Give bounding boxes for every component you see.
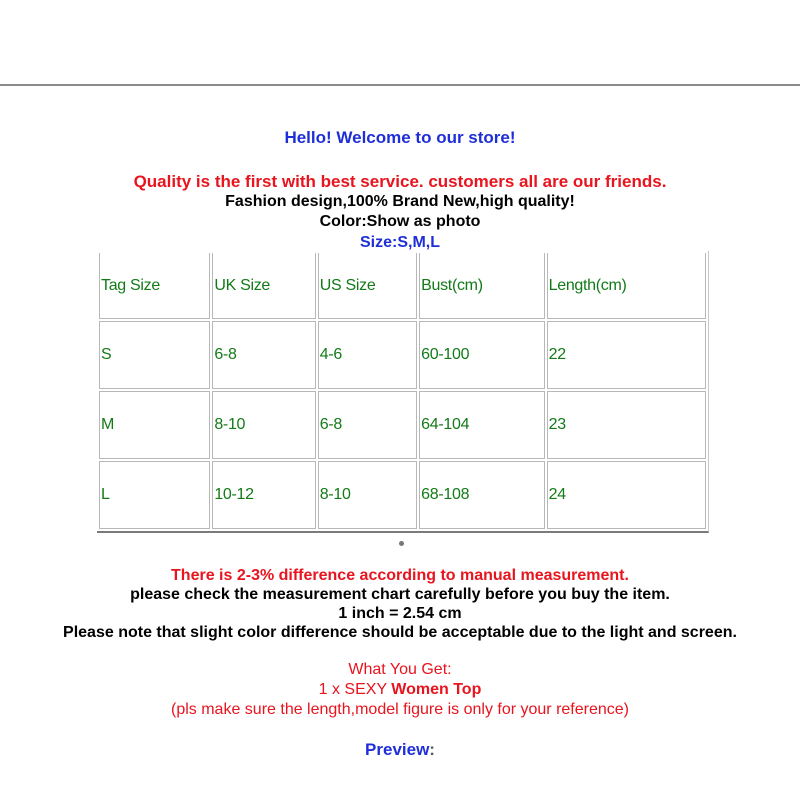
- color-difference-note: Please note that slight color difference should be acceptable due to the light and screen.: [63, 624, 737, 641]
- bullet-dot: [399, 541, 404, 546]
- package-item-product: Women Top: [391, 681, 482, 698]
- size-chart-table: [97, 251, 709, 533]
- table-cell: 10-12: [212, 461, 315, 529]
- table-cell: 8-10: [212, 391, 315, 459]
- table-row: [99, 391, 706, 459]
- quality-line: Quality is the first with best service. customers all are our friends.: [133, 172, 667, 191]
- table-cell: M: [99, 391, 210, 459]
- table-cell: L: [99, 461, 210, 529]
- fashion-line: Fashion design,100% Brand New,high quality!: [225, 193, 575, 210]
- table-header-cell: UK Size: [212, 253, 315, 319]
- table-cell: 6-8: [212, 321, 315, 389]
- check-note: please check the measurement chart carefully before you buy the item.: [130, 586, 670, 603]
- table-cell: S: [99, 321, 210, 389]
- table-header-cell: US Size: [318, 253, 417, 319]
- difference-note: There is 2-3% difference according to manual measurement.: [171, 567, 629, 584]
- package-item: [0, 680, 800, 700]
- package-item-prefix: 1 x SEXY: [318, 681, 392, 698]
- reference-note: (pls make sure the length,model figure is only for your reference): [171, 701, 629, 718]
- table-cell: 8-10: [318, 461, 417, 529]
- table-cell: 24: [547, 461, 706, 529]
- table-cell: 6-8: [318, 391, 417, 459]
- table-row: [99, 461, 706, 529]
- table-cell: 23: [547, 391, 706, 459]
- color-line: Color:Show as photo: [319, 213, 481, 230]
- welcome-heading: Hello! Welcome to our store!: [284, 128, 516, 147]
- table-header-cell: Tag Size: [99, 253, 210, 319]
- size-line: Size:S,M,L: [359, 234, 440, 251]
- table-cell: 4-6: [318, 321, 417, 389]
- preview-heading: [0, 740, 800, 760]
- table-cell: 22: [547, 321, 706, 389]
- table-header-cell: Bust(cm): [419, 253, 544, 319]
- table-cell: 60-100: [419, 321, 544, 389]
- table-cell: 64-104: [419, 391, 544, 459]
- what-you-get-title: What You Get:: [348, 661, 452, 678]
- table-row: [99, 321, 706, 389]
- preview-label: Preview: [365, 740, 430, 759]
- table-cell: 68-108: [419, 461, 544, 529]
- preview-colon: :: [429, 740, 435, 759]
- table-header-cell: Length(cm): [547, 253, 706, 319]
- table-header-row: [99, 253, 706, 319]
- top-divider: [0, 84, 800, 86]
- inch-conversion: 1 inch = 2.54 cm: [338, 605, 462, 622]
